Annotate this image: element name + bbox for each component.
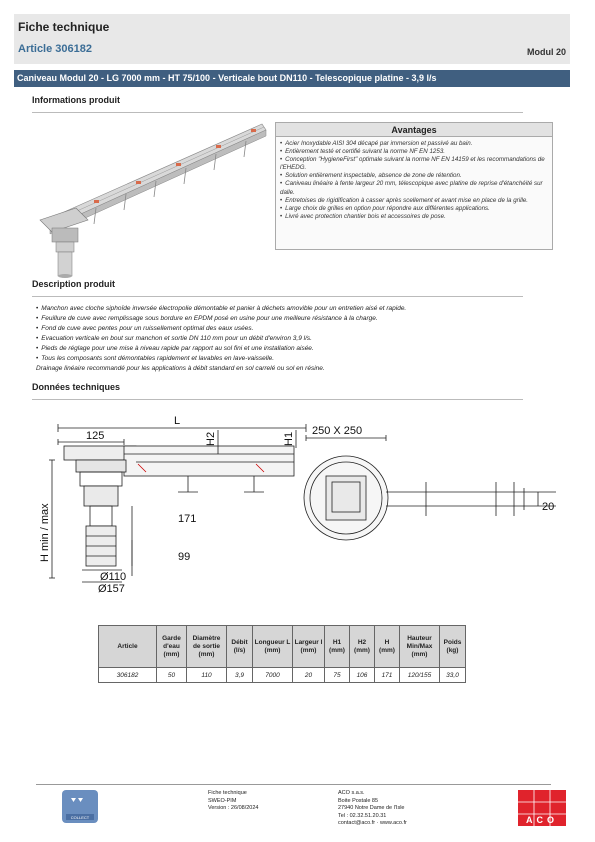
column-header: Article	[99, 626, 157, 668]
advantage-item: • Large choix de grilles en option pour répondre aux différentes applications.	[280, 205, 549, 213]
column-header: Largeur l (mm)	[293, 626, 325, 668]
table-cell: 33,0	[440, 668, 466, 683]
dim-slot-20: 20	[542, 501, 555, 513]
product-title-bar: Caniveau Modul 20 - LG 7000 mm - HT 75/100 - Verticale bout DN110 - Telescopique platine - 3,9 l/s	[14, 70, 570, 87]
dim-dia-110: Ø110	[100, 571, 127, 583]
technical-drawing	[36, 402, 556, 610]
description-item: • Pieds de réglage pour une mise à niveau rapide par rapport au sol fini et une installation aisée.	[36, 344, 556, 354]
table-cell: 106	[350, 668, 375, 683]
table-row	[99, 668, 466, 683]
column-header: Diamètre de sortie (mm)	[187, 626, 227, 668]
aco-logo	[518, 790, 566, 826]
description-list	[36, 304, 556, 374]
plan-view	[304, 435, 556, 540]
dim-H-range: H min / max	[39, 503, 51, 562]
table-cell: 3,9	[227, 668, 253, 683]
table-cell: 75	[325, 668, 350, 683]
advantage-item: • Conception "HygieneFirst" optimale suivant la norme NF EN 14159 et les recommandations de l'EHEDG.	[280, 156, 549, 172]
section-title-product-info: Informations produit	[32, 95, 120, 105]
footer-divider	[36, 784, 551, 785]
footer-line: Version : 26/08/2024	[208, 805, 259, 811]
section-divider	[32, 296, 523, 297]
table-cell: 110	[187, 668, 227, 683]
product-line: Modul 20	[526, 47, 566, 57]
footer-line: 27940 Notre Dame de l'Isle	[338, 805, 405, 811]
section-title-product-desc: Description produit	[32, 279, 115, 289]
table-cell: 171	[375, 668, 400, 683]
footer-line: SWEO-PIM	[208, 797, 237, 804]
footer-line: ACO s.a.s.	[338, 790, 365, 796]
advantage-item: • Livré avec protection chantier bois et accessoires de pose.	[280, 213, 549, 221]
dim-H2: H2	[205, 431, 217, 446]
footer-company-info	[338, 790, 407, 828]
advantage-item: • Solution entièrement inspectable, absence de zone de rétention.	[280, 172, 549, 180]
badge-text: COLLECT	[70, 815, 90, 820]
dim-H1: H1	[283, 431, 295, 446]
description-item: • Manchon avec cloche siphoïde inversée électropolie démontable et panier à déchets amovible pour un entretien aisé et rapide.	[36, 304, 556, 314]
footer-doc-info	[208, 790, 258, 813]
product-image	[36, 120, 268, 280]
description-item: Drainage linéaire recommandé pour les applications à débit standard en sol carrelé ou sol en résine.	[36, 365, 325, 372]
column-header: Garde d'eau (mm)	[157, 626, 187, 668]
dim-125: 125	[86, 430, 105, 442]
footer-line: Fiche technique	[208, 790, 247, 796]
advantage-item: • Entièrement testé et certifié suivant la norme NF EN 1253.	[280, 148, 549, 156]
advantages-box	[275, 122, 553, 250]
table-cell: 20	[293, 668, 325, 683]
advantage-item: • Entretoises de rigidification à casser après scellement et avant mise en place de la grille.	[280, 197, 549, 205]
dim-99: 99	[178, 551, 191, 563]
dim-plan-size: 250 X 250	[312, 425, 363, 437]
column-header: Poids (kg)	[440, 626, 466, 668]
column-header: Débit (l/s)	[227, 626, 253, 668]
column-header: H2 (mm)	[350, 626, 375, 668]
footer-line: Tel : 02.32.51.20.31	[338, 812, 387, 819]
advantages-list	[276, 137, 552, 221]
advantage-item: • Acier Inoxydable AISI 304 décapé par immersion et passivé au bain.	[280, 140, 549, 148]
chevron-down-icon	[62, 790, 98, 823]
description-item: • Tous les composants sont démontables rapidement et lavables en lave-vaisselle.	[36, 354, 556, 364]
outlet-sump	[40, 208, 88, 278]
article-number: Article 306182	[18, 43, 92, 55]
spec-table	[98, 625, 466, 683]
description-item: • Evacuation verticale en bout sur manchon et sortie DN 110 mm pour un débit d'environ 3,9 l/s.	[36, 334, 556, 344]
table-cell: 306182	[99, 668, 157, 683]
column-header: Longueur L (mm)	[253, 626, 293, 668]
collect-badge-icon	[62, 790, 98, 823]
dim-dia-157: Ø157	[98, 583, 125, 595]
dim-L: L	[174, 415, 181, 427]
advantage-item: • Caniveau linéaire à fente largeur 20 mm, télescopique avec platine de reprise d'étanchéité sur dalle.	[280, 180, 549, 196]
footer-line: Boite Postale 85	[338, 797, 379, 804]
dim-171: 171	[178, 513, 197, 525]
section-title-tech-data: Données techniques	[32, 382, 121, 392]
advantages-title: Avantages	[276, 123, 552, 137]
table-cell: 7000	[253, 668, 293, 683]
table-header-row	[99, 626, 466, 668]
table-cell: 50	[157, 668, 187, 683]
description-item: • Feuillure de cuve avec remplissage sous bordure en EPDM posé en usine pour une meilleure résistance à la charge.	[36, 314, 556, 324]
document-header	[14, 14, 570, 64]
column-header: Hauteur Min/Max (mm)	[400, 626, 440, 668]
section-divider	[32, 399, 523, 400]
description-item: • Fond de cuve avec pentes pour un ruissellement optimal des eaux usées.	[36, 324, 556, 334]
aco-logo-text: ACO	[526, 815, 558, 825]
column-header: H1 (mm)	[325, 626, 350, 668]
table-cell: 120/155	[400, 668, 440, 683]
column-header: H (mm)	[375, 626, 400, 668]
doc-type: Fiche technique	[18, 20, 110, 34]
footer-line: contact@aco.fr · www.aco.fr	[338, 820, 407, 826]
section-divider	[32, 112, 523, 113]
